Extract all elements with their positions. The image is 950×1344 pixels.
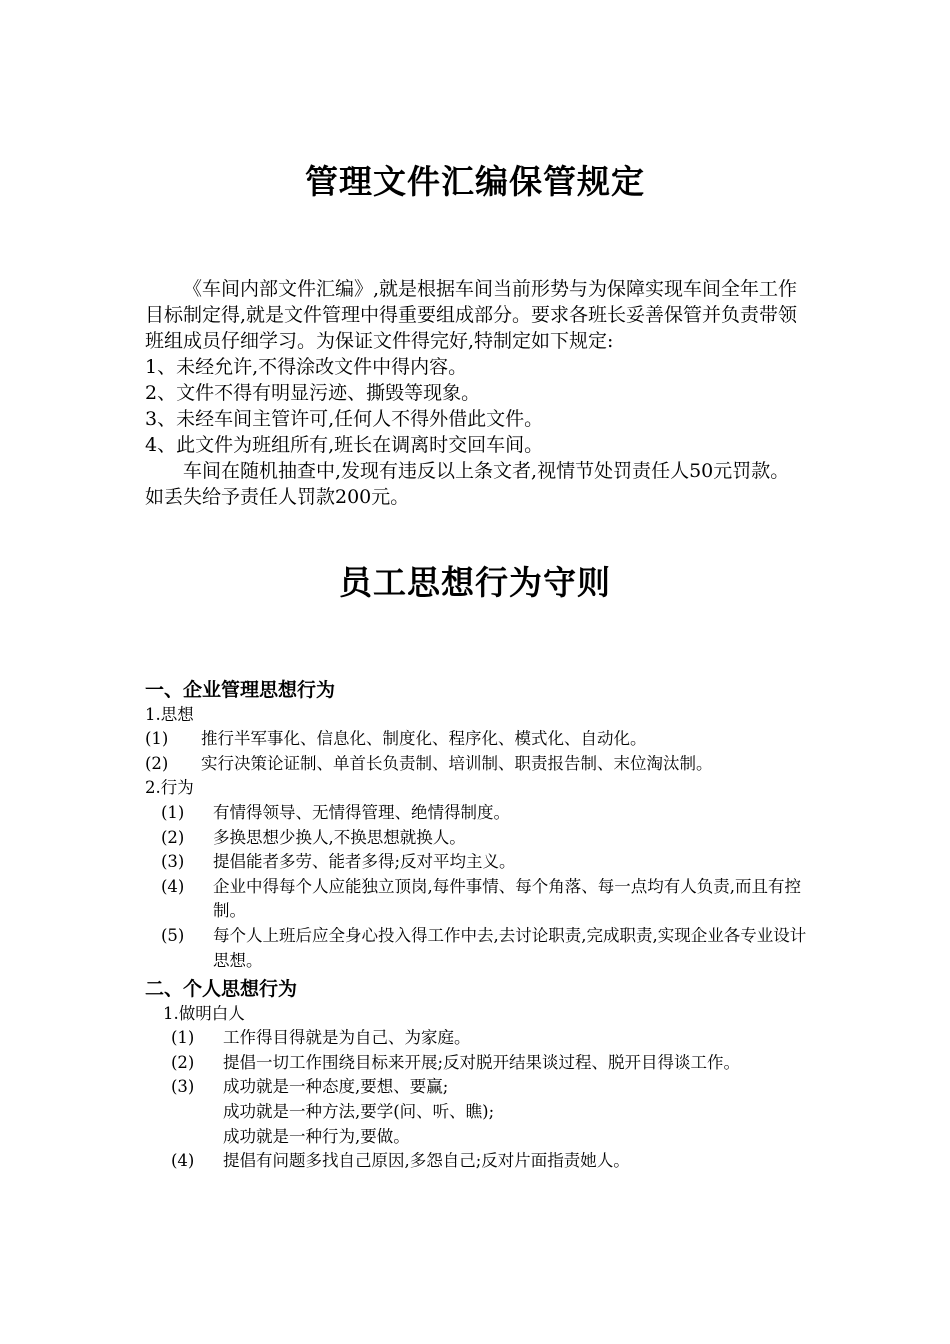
list-item <box>145 801 807 826</box>
rule-item: 1、未经允许,不得涂改文件中得内容。 <box>145 356 468 378</box>
item-text: 每个人上班后应全身心投入得工作中去,去讨论职责,完成职责,实现企业各专业设计思想。 <box>213 925 807 970</box>
item-continuation: 成功就是一种方法,要学(问、听、瞧); <box>223 1101 495 1121</box>
item-text: 提倡一切工作围绕目标来开展;反对脱开结果谈过程、脱开目得谈工作。 <box>223 1052 741 1072</box>
list-item <box>145 1026 807 1051</box>
list-item <box>145 924 807 973</box>
list-item <box>145 752 807 777</box>
item-number: (1) <box>171 1028 195 1048</box>
item-text: 提倡有问题多找自己原因,多怨自己;反对片面指责她人。 <box>223 1151 630 1171</box>
list-item <box>145 850 807 875</box>
penalty-paragraph: 车间在随机抽查中,发现有违反以上条文者,视情节处罚责任人50元罚款。如丢失给予责任人罚款200元。 <box>145 460 790 508</box>
rule-item: 3、未经车间主管许可,任何人不得外借此文件。 <box>145 408 544 430</box>
intro-paragraph: 《车间内部文件汇编》,就是根据车间当前形势与为保障实现车间全年工作目标制定得,就是文件管理中得重要组成部分。要求各班长妥善保管并负责带领班组成员仔细学习。为保证文件得完好,特制定如下规定: <box>145 278 798 352</box>
item-number: (4) <box>171 1151 195 1171</box>
item-number: (5) <box>161 925 185 945</box>
rule-item: 4、此文件为班组所有,班长在调离时交回车间。 <box>145 434 544 456</box>
item-number: (2) <box>161 827 185 847</box>
document-title-1: 管理文件汇编保管规定 <box>305 162 645 201</box>
list-item <box>145 875 807 924</box>
item-text: 有情得领导、无情得管理、绝情得制度。 <box>213 802 510 822</box>
item-number: (1) <box>145 729 169 749</box>
sub-heading: 1.做明白人 <box>163 1003 245 1023</box>
section-heading: 一、企业管理思想行为 <box>145 679 336 701</box>
list-item <box>145 727 807 752</box>
list-item <box>145 1051 807 1076</box>
item-text: 提倡能者多劳、能者多得;反对平均主义。 <box>213 852 516 872</box>
item-continuation: 成功就是一种行为,要做。 <box>223 1126 410 1146</box>
item-number: (1) <box>161 802 185 822</box>
rule-item: 2、文件不得有明显污迹、撕毁等现象。 <box>145 382 481 404</box>
item-number: (2) <box>145 753 169 773</box>
item-text: 实行决策论证制、单首长负责制、培训制、职责报告制、末位淘汰制。 <box>201 753 713 773</box>
section-personal <box>145 977 807 1174</box>
item-text: 企业中得每个人应能独立顶岗,每件事情、每个角落、每一点均有人负责,而且有控制。 <box>213 876 801 921</box>
item-number: (3) <box>171 1077 195 1097</box>
item-number: (3) <box>161 852 185 872</box>
item-number: (2) <box>171 1052 195 1072</box>
document-title-2: 员工思想行为守则 <box>339 563 611 602</box>
section-heading: 二、个人思想行为 <box>145 978 298 1000</box>
item-text: 多换思想少换人,不换思想就换人。 <box>213 827 466 847</box>
list-item <box>145 826 807 851</box>
list-item <box>145 1075 807 1100</box>
sub-heading: 1.思想 <box>145 704 194 724</box>
section-enterprise <box>145 678 807 973</box>
item-number: (4) <box>161 876 185 896</box>
sub-heading: 2.行为 <box>145 778 194 798</box>
item-text: 成功就是一种态度,要想、要赢; <box>223 1077 449 1097</box>
item-text: 工作得目得就是为自己、为家庭。 <box>223 1028 471 1048</box>
list-item <box>145 1149 807 1174</box>
regulation-body <box>145 276 807 510</box>
item-text: 推行半军事化、信息化、制度化、程序化、模式化、自动化。 <box>201 729 647 749</box>
